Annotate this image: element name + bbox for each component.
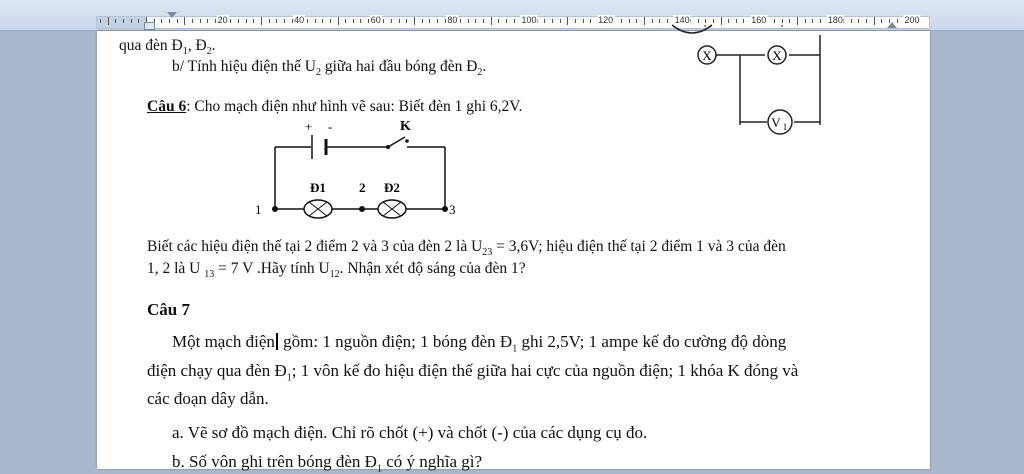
meter-1-label: X (702, 48, 712, 63)
ruler-tick (108, 17, 109, 25)
ruler-number: 80 (447, 15, 458, 25)
ruler-number: 160 (751, 15, 767, 25)
ruler-tick (866, 19, 867, 23)
ruler-tick (100, 19, 101, 23)
ruler-tick (177, 19, 178, 23)
ruler-tick (345, 19, 346, 23)
circuit-diagram-top (652, 25, 852, 132)
question-6-text-line-1: Biết các hiệu điện thế tại 2 điểm 2 và 3 của đèn 2 là $U_{23} = 3,6V$; hiệu điện thế tại 2 điểm 1 và 3 của đèn (147, 238, 786, 259)
voltmeter-label: V (771, 115, 781, 130)
ruler-tick (253, 19, 254, 23)
ruler-tick (161, 19, 162, 23)
ruler-tick (728, 19, 729, 23)
ruler-number: 180 (827, 15, 843, 25)
text-line-top: qua đèn $Đ_1$, $Đ_2$. (119, 37, 216, 58)
ruler-tick (429, 19, 430, 23)
ruler-tick (552, 19, 553, 23)
ruler-tick (138, 19, 139, 23)
ruler-tick (789, 19, 790, 23)
voltmeter-subscript: 1 (782, 122, 788, 132)
node-3 (442, 206, 448, 212)
question-7-item-b: b. Số vôn ghi trên bóng đèn $Đ_1$ có ý nghĩa gì? (172, 452, 483, 474)
ruler-tick (406, 19, 407, 23)
lamp-2-label: Đ2 (384, 180, 400, 195)
ruler-tick (797, 17, 798, 25)
ruler-tick (169, 19, 170, 23)
ruler-tick (330, 19, 331, 23)
ruler-tick (261, 17, 262, 25)
question-7-heading (147, 300, 190, 320)
ruler-tick (192, 19, 193, 23)
ruler-tick (667, 19, 668, 23)
ruler-tick (422, 19, 423, 23)
ruler-tick (659, 19, 660, 23)
document-page[interactable] (97, 31, 930, 474)
ruler-tick (123, 19, 124, 23)
ruler-tick (514, 19, 515, 23)
text-cursor (276, 333, 278, 350)
ruler-tick (590, 19, 591, 23)
ruler-tick (644, 17, 645, 25)
right-indent-marker[interactable] (887, 22, 897, 28)
ruler-number: 20 (217, 15, 228, 25)
left-indent-marker[interactable] (144, 22, 155, 30)
node-1 (272, 206, 278, 212)
ruler-tick (460, 19, 461, 23)
ruler-tick (874, 17, 875, 25)
ruler-tick (269, 19, 270, 23)
ruler-tick (284, 19, 285, 23)
switch-k-lever (388, 137, 405, 147)
ruler-tick (184, 17, 185, 25)
ruler-tick (475, 19, 476, 23)
question-7-item-a: a. Vẽ sơ đồ mạch điện. Chỉ rõ chốt (+) và chốt (-) của các dụng cụ đo. (172, 423, 648, 442)
ruler-number: 40 (294, 15, 305, 25)
ruler-number: 60 (370, 15, 381, 25)
ruler-tick (353, 19, 354, 23)
battery-plus-label: + (305, 119, 313, 134)
ruler-tick (307, 19, 308, 23)
ruler-number: 140 (674, 15, 690, 25)
ruler-tick (468, 19, 469, 23)
ruler-tick (812, 19, 813, 23)
node-3-label: 3 (449, 202, 456, 217)
question-6-heading: Câu 6: Cho mạch điện như hình vẽ sau: Biết đèn 1 ghi 6,2V. (147, 98, 523, 115)
first-line-indent-marker[interactable] (167, 12, 177, 18)
ruler-tick (437, 19, 438, 23)
ruler-tick (131, 19, 132, 23)
question-7-text-line-3: các đoạn dây dẫn. (147, 389, 269, 408)
battery-minus-label: - (328, 119, 333, 134)
question-7-text-line-1[interactable]: Một mạch điện gồm: 1 nguồn điện; 1 bóng đèn $Đ_1$ ghi 2,5V; 1 ampe kế đo cường độ dòng (172, 332, 787, 355)
node-2 (359, 206, 365, 212)
ruler-tick (705, 19, 706, 23)
horizontal-ruler[interactable] (0, 0, 1024, 31)
ruler-tick (805, 19, 806, 23)
ruler-tick (491, 17, 492, 25)
ruler-tick (820, 19, 821, 23)
ruler-tick (338, 17, 339, 25)
ruler-tick (774, 19, 775, 23)
ruler-tick (246, 19, 247, 23)
ruler-tick (207, 19, 208, 23)
ruler-tick (200, 19, 201, 23)
ruler-tick (713, 19, 714, 23)
ruler-tick (858, 19, 859, 23)
question-7-text-line-2: điện chạy qua đèn $Đ_1$; 1 vôn kế đo hiệu điện thế giữa hai cực của nguồn điện; 1 khóa K đóng và (147, 361, 799, 384)
ruler-tick (315, 19, 316, 23)
ruler-tick (881, 19, 882, 23)
circuit-diagram-q6 (247, 117, 467, 225)
ruler-tick (360, 19, 361, 23)
ruler-tick (621, 19, 622, 23)
ruler-tick (483, 19, 484, 23)
ruler-tick (567, 17, 568, 25)
ruler-left-margin (96, 16, 148, 29)
ruler-tick (851, 19, 852, 23)
node-2-label: 2 (359, 180, 366, 195)
ruler-tick (230, 19, 231, 23)
ruler-tick (652, 19, 653, 23)
ruler-tick (506, 19, 507, 23)
ruler-tick (544, 19, 545, 23)
question-6-label: Câu 6 (147, 98, 187, 115)
question-6-text-line-2: 1, 2 là U $_{13}$ = 7 V .Hãy tính $U_{12}$. Nhận xét độ sáng của đèn 1? (147, 260, 526, 281)
ruler-tick (736, 19, 737, 23)
question-7-label: Câu 7 (147, 300, 190, 319)
ruler-tick (583, 19, 584, 23)
ruler-tick (322, 19, 323, 23)
ruler-tick (636, 19, 637, 23)
ruler-tick (743, 19, 744, 23)
ruler-number: 120 (598, 15, 614, 25)
ruler-tick (782, 19, 783, 23)
ruler-tick (115, 19, 116, 23)
ruler-tick (238, 19, 239, 23)
ruler-number: 100 (521, 15, 537, 25)
ruler-tick (698, 19, 699, 23)
lamp-1-label: Đ1 (310, 180, 326, 195)
question-5b: b/ Tính hiệu điện thế $U_2$ giữa hai đầu bóng đèn $Đ_2$. (172, 58, 487, 79)
ruler-tick (399, 19, 400, 23)
ruler-tick (629, 19, 630, 23)
switch-k-label: K (400, 119, 411, 134)
ruler-tick (391, 19, 392, 23)
meter-2-label: X (772, 48, 782, 63)
node-1-label: 1 (255, 202, 262, 217)
ruler-tick (383, 19, 384, 23)
ruler-tick (560, 19, 561, 23)
ruler-tick (498, 19, 499, 23)
ruler-tick (721, 17, 722, 25)
ruler-tick (276, 19, 277, 23)
ruler-tick (575, 19, 576, 23)
ruler-number: 200 (904, 15, 920, 25)
ruler-tick (414, 17, 415, 25)
